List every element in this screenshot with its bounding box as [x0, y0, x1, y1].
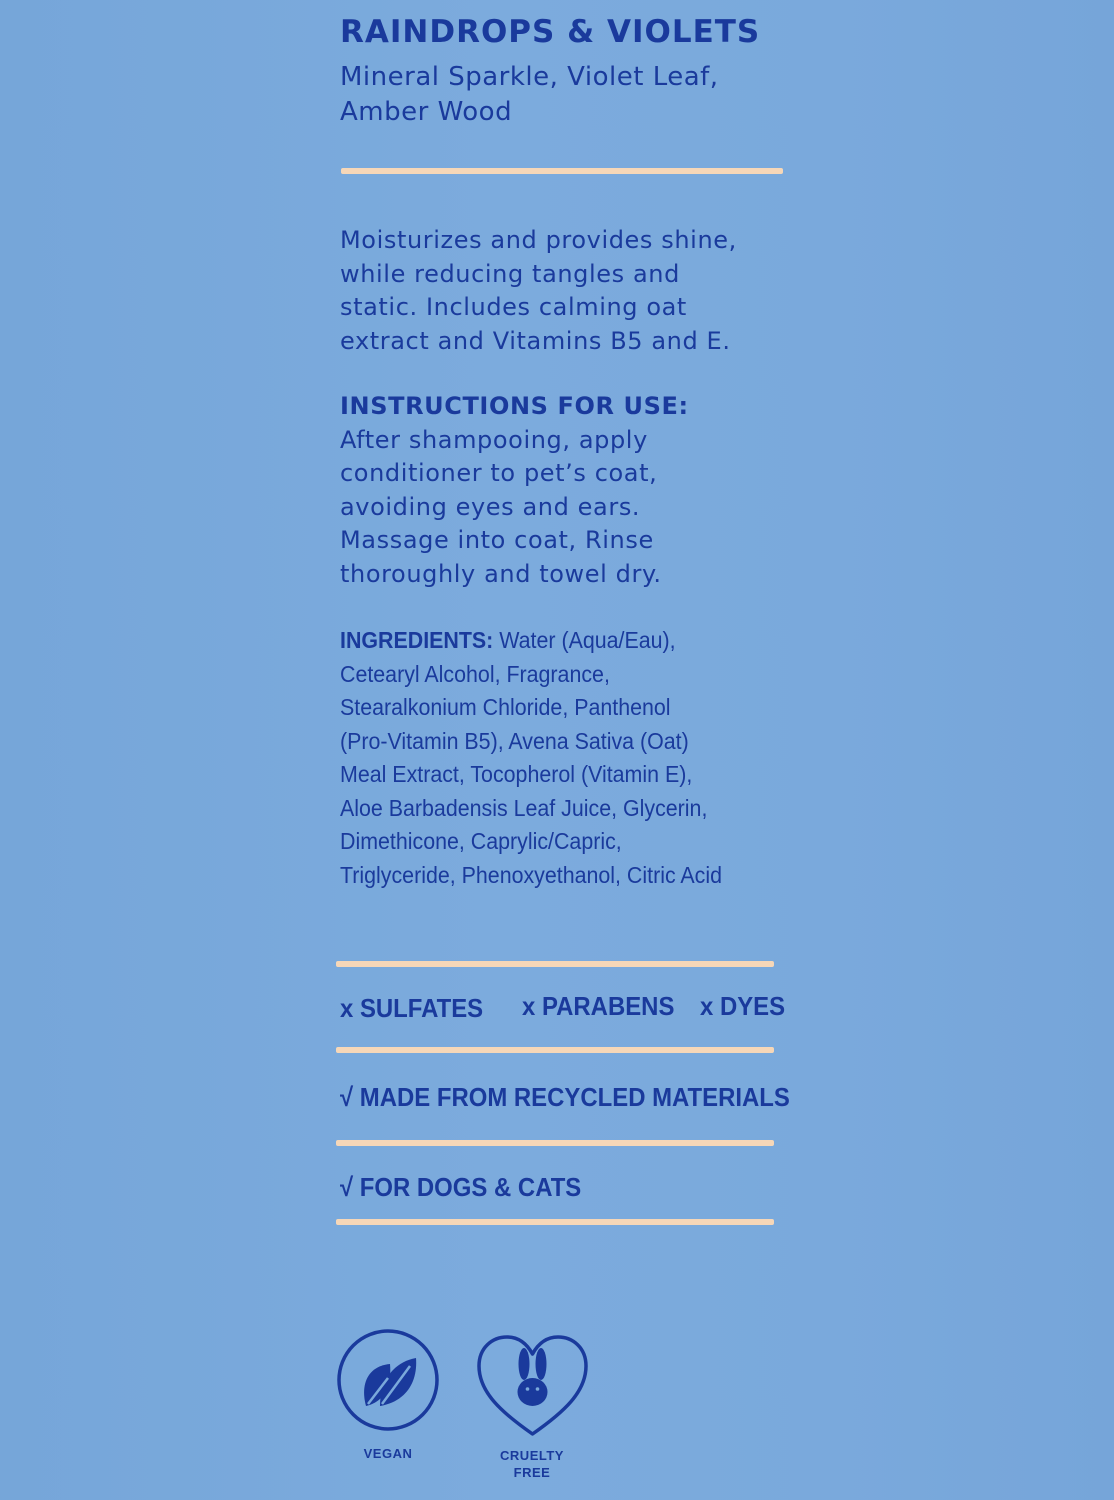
divider-claims-mid-2	[336, 1140, 774, 1146]
instructions-heading: INSTRUCTIONS FOR USE:	[340, 392, 689, 420]
claim-recycled-materials: √ MADE FROM RECYCLED MATERIALS	[340, 1082, 790, 1112]
claim-dogs-cats: √ FOR DOGS & CATS	[340, 1172, 582, 1202]
product-description: Moisturizes and provides shine, while reducing tangles and static. Includes calming oat extract and Vitamins B5 and E.	[340, 226, 737, 355]
cruelty-free-label: CRUELTY FREE	[500, 1448, 564, 1480]
vegan-label: VEGAN	[363, 1446, 413, 1461]
divider-claims-mid-1	[336, 1047, 774, 1053]
free-from-parabens: x PARABENS	[522, 991, 675, 1021]
ingredients-heading: INGREDIENTS:	[340, 627, 494, 653]
free-from-sulfates: x SULFATES	[340, 993, 484, 1023]
scent-notes: Mineral Sparkle, Violet Leaf, Amber Wood	[340, 62, 719, 127]
instructions-text: After shampooing, apply conditioner to pet’s coat, avoiding eyes and ears. Massage into coat, Rinse thoroughly and towel dry.	[340, 425, 662, 588]
divider-claims-top	[336, 961, 774, 967]
divider-top	[341, 168, 783, 174]
divider-claims-bottom	[336, 1219, 774, 1225]
ingredients-block	[340, 624, 768, 892]
bunny-heart-icon	[475, 1334, 590, 1440]
leaf-icon	[336, 1328, 440, 1432]
product-name: RAINDROPS & VIOLETS	[340, 14, 761, 50]
ingredients-text: Water (Aqua/Eau), Cetearyl Alcohol, Fragrance, Stearalkonium Chloride, Panthenol (Pro-Vitamin B5), Avena Sativa (Oat) Meal Extract, Tocopherol (Vitamin E), Aloe Barbadensis Leaf Juice, Glycerin, Dimethicone, Caprylic/Capric, Triglyceride, Phenoxyethanol, Citric Acid	[340, 627, 723, 888]
instructions-block	[340, 390, 810, 591]
free-from-dyes: x DYES	[700, 991, 786, 1021]
